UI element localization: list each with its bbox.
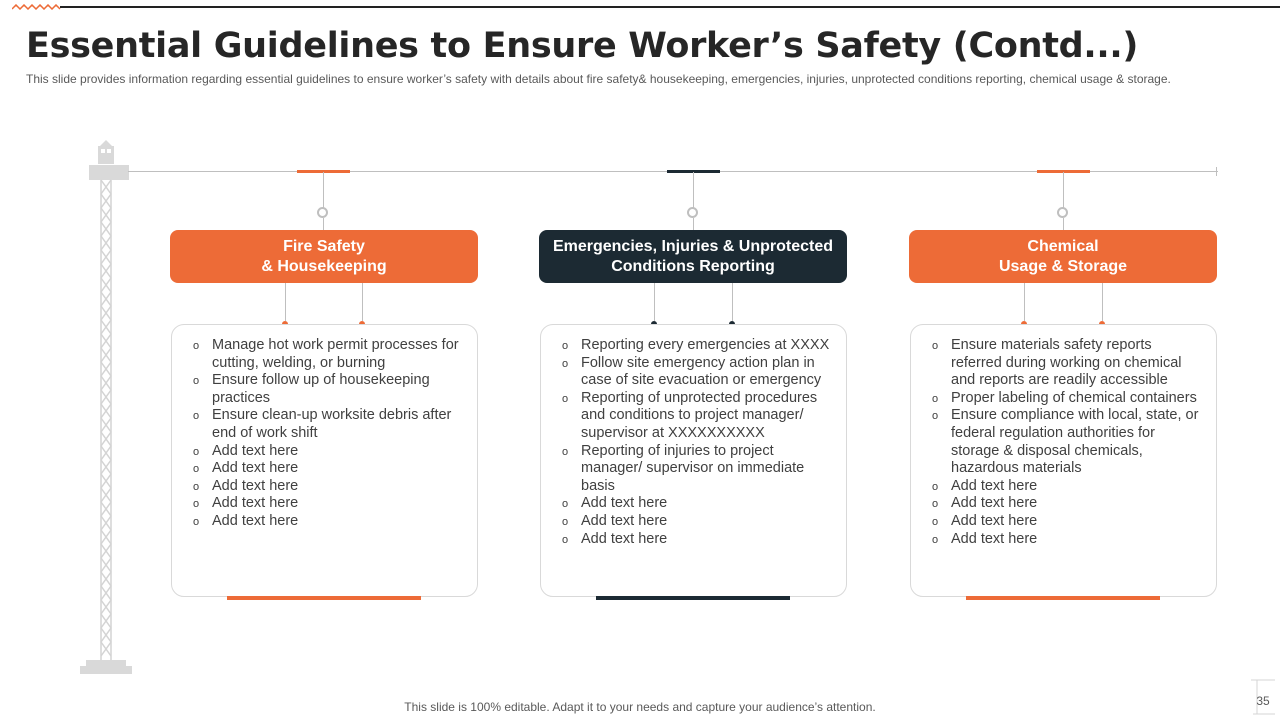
timeline-end-tick <box>1216 167 1217 176</box>
bullet-circle-icon: o <box>562 515 569 528</box>
column-header-fire-safety <box>170 230 478 283</box>
bullet-circle-icon: o <box>193 498 200 511</box>
bullet-circle-icon: o <box>562 340 569 352</box>
list-item-text: Add text here <box>212 460 299 477</box>
list-item-text: Add text here <box>581 495 668 512</box>
bullet-circle-icon: o <box>932 498 939 511</box>
list-item <box>931 531 1206 549</box>
list-item-text: Add text here <box>212 512 299 529</box>
bullet-circle-icon: o <box>932 480 939 493</box>
list-item-text: Add text here <box>581 530 668 547</box>
list-item-text: Add text here <box>212 477 299 494</box>
bullet-circle-icon: o <box>932 533 939 546</box>
list-item-text: Add text here <box>951 495 1038 512</box>
bullet-circle-icon: o <box>193 515 200 528</box>
list-item <box>561 337 836 355</box>
bullet-circle-icon: o <box>932 515 939 528</box>
bullet-circle-icon: o <box>562 392 569 405</box>
footer-note: This slide is 100% editable. Adapt it to your needs and capture your audience’s attention. <box>404 700 876 714</box>
connector-line <box>732 283 733 321</box>
bullet-circle-icon: o <box>193 340 200 352</box>
bullet-circle-icon: o <box>193 463 200 476</box>
bullet-circle-icon: o <box>193 445 200 458</box>
connector-node-icon <box>687 207 698 218</box>
list-item-text: Reporting of unprotected procedures and conditions to project manager/ supervisor at XXXXXXXXXX <box>581 389 818 441</box>
bullet-list <box>192 337 467 531</box>
list-item <box>192 337 467 372</box>
connector-line <box>693 172 694 208</box>
list-item-text: Add text here <box>212 495 299 512</box>
list-item-text: Reporting of injuries to project manager/ supervisor on immediate basis <box>581 442 805 494</box>
bullet-list <box>931 337 1206 548</box>
list-item <box>192 443 467 461</box>
bullet-circle-icon: o <box>562 357 569 370</box>
list-item <box>192 407 467 442</box>
connector-line <box>654 283 655 321</box>
bullet-circle-icon: o <box>932 410 939 423</box>
list-item <box>931 390 1206 408</box>
list-item <box>561 390 836 443</box>
column-card-fire-safety <box>171 324 478 597</box>
page-number: 35 <box>1256 694 1270 708</box>
connector-node-icon <box>1057 207 1068 218</box>
list-item-text: Ensure compliance with local, state, or federal regulation authorities for storage & disposal chemicals, hazardous materials <box>951 407 1199 477</box>
column-header-chemical <box>909 230 1217 283</box>
list-item <box>931 495 1206 513</box>
list-item-text: Ensure materials safety reports referred during working on chemical and reports are readily accessible <box>951 337 1182 389</box>
connector-line <box>323 172 324 208</box>
list-item <box>192 460 467 478</box>
list-item <box>561 355 836 390</box>
list-item <box>931 337 1206 390</box>
list-item <box>192 513 467 531</box>
bullet-circle-icon: o <box>193 375 200 388</box>
bullet-circle-icon: o <box>193 410 200 423</box>
bullet-circle-icon: o <box>932 340 939 352</box>
column-heading: Fire Safety & Housekeeping <box>261 238 387 275</box>
list-item <box>561 531 836 549</box>
bullet-circle-icon: o <box>932 392 939 405</box>
list-item <box>931 478 1206 496</box>
connector-line <box>362 283 363 321</box>
bullet-circle-icon: o <box>562 533 569 546</box>
list-item-text: Ensure follow up of housekeeping practices <box>212 372 430 406</box>
list-item-text: Add text here <box>951 512 1038 529</box>
list-item <box>561 513 836 531</box>
list-item-text: Add text here <box>581 512 668 529</box>
connector-node-icon <box>317 207 328 218</box>
list-item-text: Manage hot work permit processes for cutting, welding, or burning <box>212 337 459 371</box>
card-underline <box>596 596 790 600</box>
bullet-circle-icon: o <box>193 480 200 493</box>
list-item-text: Follow site emergency action plan in case of site evacuation or emergency <box>581 354 822 389</box>
connector-line <box>1063 172 1064 208</box>
bullet-circle-icon: o <box>562 498 569 511</box>
list-item-text: Add text here <box>951 530 1038 547</box>
connector-line <box>285 283 286 321</box>
top-rule <box>60 6 1280 8</box>
column-card-emergencies <box>540 324 847 597</box>
page-subtitle: This slide provides information regarding essential guidelines to ensure worker’s safety with details about fire safety& housekeeping, emergencies, injuries, unprotected conditions reporting, chemical usage & storage. <box>26 72 1171 86</box>
list-item-text: Add text here <box>951 477 1038 494</box>
list-item-text: Ensure clean-up worksite debris after end of work shift <box>212 407 452 441</box>
list-item <box>931 513 1206 531</box>
list-item <box>192 495 467 513</box>
zigzag-decoration-icon <box>12 4 62 10</box>
list-item <box>192 478 467 496</box>
column-header-emergencies <box>539 230 847 283</box>
connector-line <box>323 218 324 230</box>
list-item <box>931 407 1206 477</box>
card-underline <box>227 596 421 600</box>
list-item <box>192 372 467 407</box>
bullet-circle-icon: o <box>562 445 569 458</box>
bullet-list <box>561 337 836 548</box>
column-heading: Emergencies, Injuries & Unprotected Conditions Reporting <box>552 238 834 275</box>
page-title: Essential Guidelines to Ensure Worker’s Safety (Contd...) <box>26 26 1139 66</box>
list-item-text: Add text here <box>212 442 299 459</box>
column-heading: Chemical Usage & Storage <box>998 238 1128 275</box>
list-item <box>561 443 836 496</box>
connector-line <box>693 218 694 230</box>
connector-line <box>1063 218 1064 230</box>
column-card-chemical <box>910 324 1217 597</box>
connector-line <box>1102 283 1103 321</box>
card-underline <box>966 596 1160 600</box>
list-item <box>561 495 836 513</box>
tower-crane-icon <box>80 138 132 678</box>
list-item-text: Proper labeling of chemical containers <box>951 389 1197 406</box>
list-item-text: Reporting every emergencies at XXXX <box>581 337 830 353</box>
connector-line <box>1024 283 1025 321</box>
